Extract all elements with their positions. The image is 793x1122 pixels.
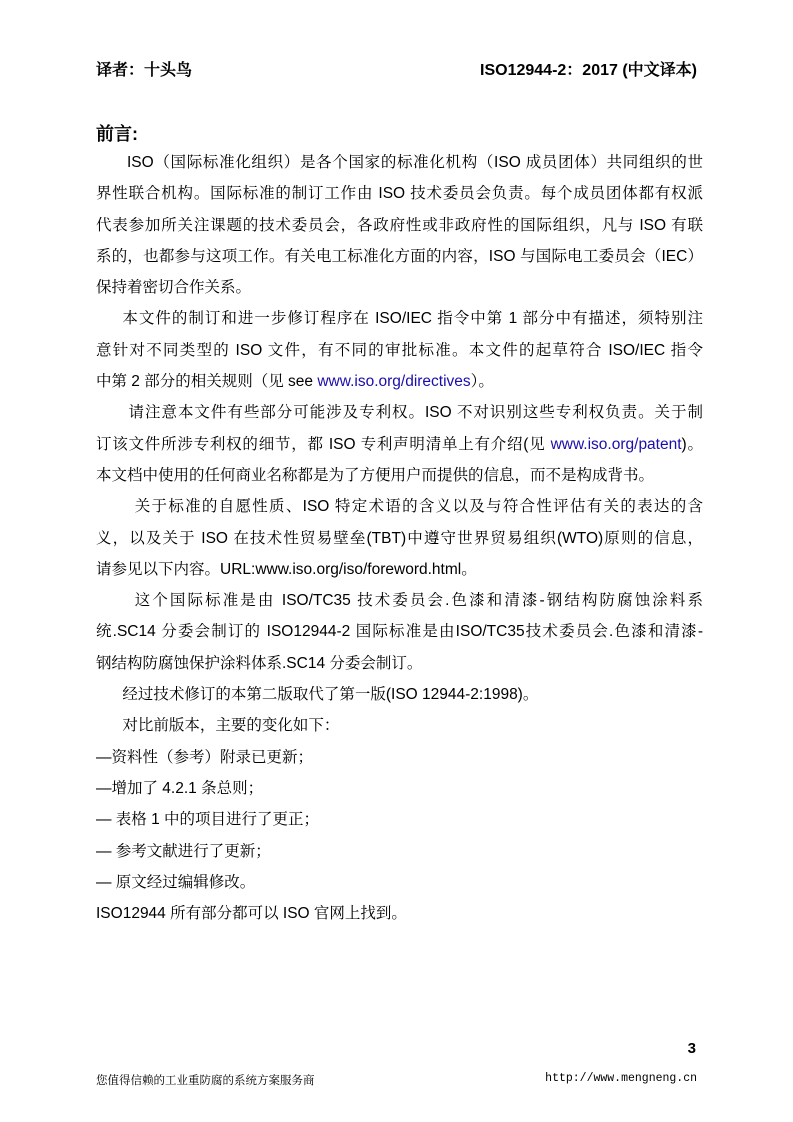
text-line — [96, 804, 703, 835]
text-segment: ）。 — [470, 373, 494, 391]
text-segment: 界性联合机构。国际标准的制订工作由 ISO 技术委员会负责。每个成员团体都有权派 — [96, 185, 703, 203]
text-segment: — 表格 1 中的项目进行了更正； — [96, 811, 320, 829]
text-line — [96, 397, 703, 428]
text-line — [96, 241, 703, 272]
text-line — [96, 460, 703, 491]
text-segment: 保持着密切合作关系。 — [96, 279, 252, 297]
text-segment: 本文件的制订和进一步修订程序在 ISO/IEC 指令中第 1 部分中有描述，须特别注 — [122, 310, 703, 328]
text-line — [96, 303, 703, 334]
text-line — [96, 523, 703, 554]
text-segment: 本文档中使用的任何商业名称都是为了方便用户而提供的信息，而不是构成背书。 — [96, 466, 655, 484]
text-line — [96, 366, 703, 397]
text-segment: —增加了 4.2.1 条总则； — [96, 779, 264, 797]
text-segment: ISO（国际标准化组织）是各个国家的标准化机构（ISO 成员团体）共同组织的世 — [127, 154, 703, 171]
text-line — [96, 742, 703, 773]
text-line — [96, 836, 703, 867]
text-line — [96, 210, 703, 241]
text-segment: 钢结构防腐蚀保护涂料体系.SC14 分委会制订。 — [96, 654, 423, 672]
text-line — [96, 272, 703, 303]
header-translator: 译者：十头鸟 — [96, 62, 193, 79]
text-line — [96, 491, 703, 522]
text-line — [96, 710, 703, 741]
text-segment: 义，以及关于 ISO 在技术性贸易壁垒(TBT)中遵守世界贸易组织(WTO)原则的信息， — [96, 529, 703, 547]
page-number: 3 — [687, 1040, 696, 1057]
text-line — [96, 898, 703, 929]
text-line — [96, 773, 703, 804]
text-segment: 订该文件所涉专利权的细节，都 ISO 专利声明清单上有介绍(见 — [96, 435, 551, 453]
text-segment: 代表参加所关注课题的技术委员会，各政府性或非政府性的国际组织，凡与 ISO 有联 — [96, 216, 703, 234]
text-segment: 请注意本文件有些部分可能涉及专利权。ISO 不对识别这些专利权负责。关于制 — [128, 404, 703, 422]
text-segment: 这个国际标准是由 ISO/TC35 技术委员会.色漆和清漆-钢结构防腐蚀涂料系 — [134, 592, 703, 610]
text-segment: 对比前版本，主要的变化如下： — [122, 717, 340, 735]
foreword-body — [96, 147, 703, 929]
text-segment: 统.SC14 分委会制订的 ISO12944-2 国际标准是由ISO/TC35技术委员会.色漆和清漆- — [96, 623, 703, 641]
text-line — [96, 867, 703, 898]
text-segment: — 原文经过编辑修改。 — [96, 873, 256, 891]
text-segment: )。 — [681, 435, 703, 453]
text-segment: —资料性（参考）附录已更新； — [96, 748, 314, 766]
text-line — [96, 616, 703, 647]
hyperlink[interactable]: www.iso.org/patent — [550, 435, 682, 453]
text-line — [96, 648, 703, 679]
text-line — [96, 679, 703, 710]
text-line — [96, 147, 703, 178]
text-segment: 经过技术修订的本第二版取代了第一版(ISO 12944-2:1998)。 — [122, 686, 539, 704]
hyperlink[interactable]: www.iso.org/directives — [317, 373, 471, 391]
text-segment: 意针对不同类型的 ISO 文件，有不同的审批标准。本文件的起草符合 ISO/IEC 指令 — [96, 341, 703, 359]
header-doc-id: ISO12944-2：2017 (中文译本) — [480, 62, 697, 79]
text-segment: — 参考文献进行了更新； — [96, 842, 271, 860]
text-line — [96, 585, 703, 616]
text-segment: 系的，也都参与这项工作。有关电工标准化方面的内容，ISO 与国际电工委员会（IEC） — [96, 247, 703, 265]
text-segment: 请参见以下内容。URL:www.iso.org/iso/foreword.html。 — [96, 560, 477, 578]
text-segment: 关于标准的自愿性质、ISO 特定术语的含义以及与符合性评估有关的表达的含 — [134, 498, 703, 516]
text-line — [96, 429, 703, 460]
footer-url[interactable]: http://www.mengneng.cn — [545, 1072, 697, 1085]
section-title: 前言: — [96, 124, 138, 144]
text-line — [96, 335, 703, 366]
footer-slogan: 您值得信赖的工业重防腐的系统方案服务商 — [96, 1073, 315, 1087]
text-segment: 中第 2 部分的相关规则（见 see — [96, 373, 318, 391]
text-segment: ISO12944 所有部分都可以 ISO 官网上找到。 — [96, 905, 407, 923]
text-line — [96, 554, 703, 585]
text-line — [96, 178, 703, 209]
